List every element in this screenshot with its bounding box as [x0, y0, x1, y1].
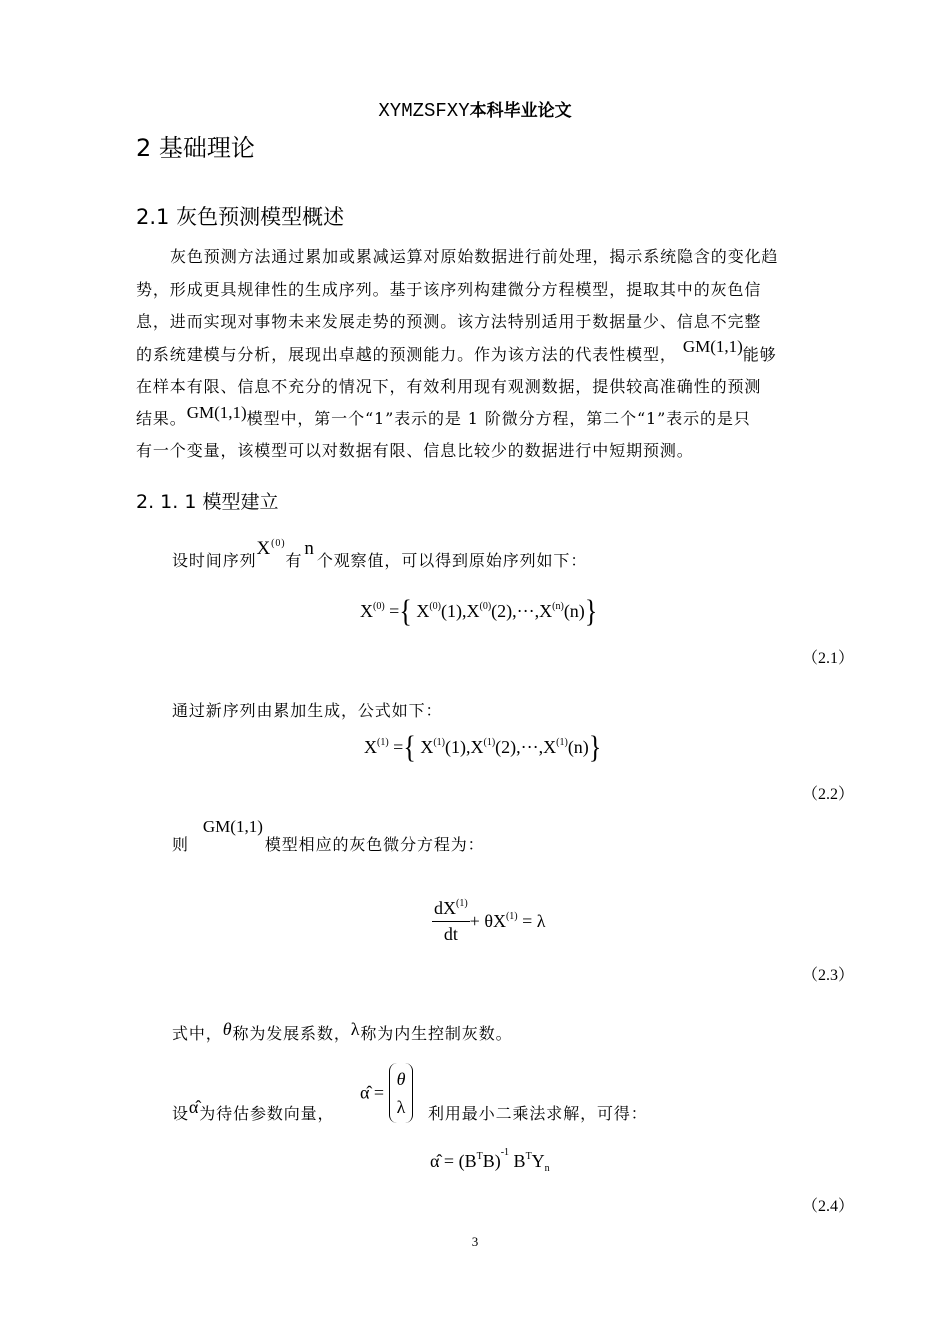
equation-2-4 — [430, 1147, 550, 1174]
right-brace-icon: } — [588, 730, 602, 765]
section-title: 2.1 灰色预测模型概述 — [136, 205, 345, 229]
header-code: XYMZSFXY — [378, 100, 470, 122]
equation-number-2-4: （2.4） — [801, 1198, 854, 1215]
sentence-least-squares: 利用最小二乘法求解，可得： — [428, 1104, 648, 1123]
sentence-gm-equation — [172, 817, 485, 855]
intro-line-6-start: 结果。 — [136, 409, 187, 428]
sentence-coefficients — [172, 1021, 513, 1044]
sentence-text: 设时间序列 — [172, 551, 257, 570]
equation-number-2-2: （2.2） — [801, 786, 854, 803]
vector-lambda: λ — [396, 1097, 406, 1117]
theta-symbol: θ — [222, 1019, 233, 1039]
gm11-symbol: GM(1,1) — [682, 337, 743, 356]
sentence-text: 称为内生控制灰数。 — [360, 1024, 513, 1043]
intro-line-2: 势，形成更具规律性的生成序列。基于该序列构建微分方程模型，提取其中的灰色信 — [136, 280, 762, 299]
left-brace-icon: { — [403, 730, 416, 765]
x0-symbol — [257, 538, 286, 559]
math-x: X — [360, 601, 373, 621]
alpha-hat-symbol: α̂ — [188, 1097, 200, 1117]
math-sup: (0) — [479, 601, 492, 612]
sentence-text: 则 — [172, 835, 189, 854]
math-sup: (1) — [483, 737, 496, 748]
column-vector — [389, 1063, 414, 1123]
intro-line-1: 灰色预测方法通过累加或累减运算对原始数据进行前处理，揭示系统隐含的变化趋 — [170, 247, 779, 266]
equation-2-1 — [360, 594, 598, 629]
math-x: X — [416, 601, 430, 621]
math-x: X — [364, 737, 377, 757]
math-arg: (2),···, — [491, 601, 540, 621]
math-dx: dX — [434, 898, 456, 918]
math-x: X — [470, 737, 484, 757]
header-title: 本科毕业论文 — [469, 101, 572, 121]
parameter-vector — [360, 1063, 413, 1123]
math-arg: (1), — [444, 737, 471, 757]
sentence-accumulation: 通过新序列由累加生成，公式如下： — [172, 701, 443, 720]
intro-line-6-text: 模型中，第一个“1”表示的是 1 阶微分方程，第二个“1”表示的是只 — [246, 409, 751, 428]
math-term: + θX — [469, 911, 506, 931]
fraction-numerator — [432, 898, 470, 922]
subsection-title: 2. 1. 1 模型建立 — [136, 491, 279, 513]
intro-line-4 — [136, 337, 777, 365]
gm11-symbol: GM(1,1) — [186, 403, 247, 422]
math-alpha-hat: α̂ = — [360, 1082, 385, 1103]
equation-2-3 — [432, 898, 546, 945]
equation-number-2-3: （2.3） — [801, 967, 854, 984]
math-sup: -1 — [500, 1147, 510, 1158]
intro-line-4-text: 的系统建模与分析，展现出卓越的预测能力。作为该方法的代表性模型， — [136, 345, 677, 364]
sentence-text: 称为发展系数， — [232, 1024, 351, 1043]
sentence-text: 为待估参数向量， — [199, 1104, 335, 1123]
gm11-symbol: GM(1,1) — [202, 817, 263, 836]
math-sup: (0) — [429, 601, 441, 612]
intro-line-7: 有一个变量，该模型可以对数据有限、信息比较少的数据进行中短期预测。 — [136, 441, 694, 460]
math-term: = λ — [517, 911, 546, 931]
sentence-text: 有 — [285, 551, 303, 570]
page-number: 3 — [471, 1234, 479, 1249]
math-sup: (1) — [456, 898, 468, 909]
sentence-text: 设 — [172, 1104, 189, 1123]
math-term: B — [509, 1151, 526, 1171]
fraction — [432, 898, 470, 945]
math-x: X — [256, 538, 272, 559]
intro-line-5: 在样本有限、信息不充分的情况下，有效利用现有观测数据，提供较高准确性的预测 — [136, 377, 762, 396]
math-term: α̂ = (B — [430, 1151, 477, 1171]
vector-theta: θ — [396, 1069, 406, 1089]
lambda-symbol: λ — [350, 1019, 361, 1039]
math-x: X — [466, 601, 480, 621]
math-term: Y — [531, 1151, 545, 1171]
chapter-title: 2 基础理论 — [136, 134, 255, 162]
math-sup: (0) — [271, 538, 286, 549]
math-x: X — [420, 737, 434, 757]
math-sub: n — [544, 1163, 550, 1174]
sentence-time-series — [172, 538, 588, 572]
math-term: B) — [482, 1151, 501, 1171]
intro-line-3: 息，进而实现对事物未来发展走势的预测。该方法特别适用于数据量少、信息不完整 — [136, 312, 762, 331]
math-sup: (n) — [552, 601, 564, 612]
sentence-text: 模型相应的灰色微分方程为： — [264, 835, 485, 854]
math-arg: (n) — [567, 737, 589, 757]
math-sup: (1) — [377, 737, 389, 748]
math-sup: (1) — [556, 737, 568, 748]
fraction-denominator: dt — [443, 924, 458, 944]
left-brace-icon: { — [399, 594, 412, 629]
n-symbol: n — [304, 538, 315, 559]
math-x: X — [543, 737, 557, 757]
math-equals: = — [384, 601, 400, 621]
sentence-parameter-vector — [172, 1097, 335, 1124]
math-arg: (1), — [440, 601, 467, 621]
math-sup: T — [525, 1151, 532, 1162]
math-x: X — [539, 601, 553, 621]
sentence-text: 个观察值，可以得到原始序列如下： — [316, 551, 588, 570]
math-arg: (2),···, — [495, 737, 544, 757]
sentence-text: 式中， — [172, 1024, 223, 1043]
equation-rest — [470, 911, 546, 931]
math-equals: = — [388, 737, 404, 757]
equation-2-2 — [364, 730, 602, 765]
running-header — [0, 96, 950, 122]
math-sup: (1) — [505, 911, 518, 922]
equation-number-2-1: （2.1） — [801, 650, 854, 667]
math-sup: (1) — [433, 737, 445, 748]
math-sup: (0) — [373, 601, 385, 612]
intro-line-6 — [136, 403, 751, 429]
intro-line-4-end: 能够 — [742, 345, 777, 364]
math-sup: T — [476, 1151, 483, 1162]
math-arg: (n) — [563, 601, 585, 621]
right-brace-icon: } — [584, 594, 598, 629]
